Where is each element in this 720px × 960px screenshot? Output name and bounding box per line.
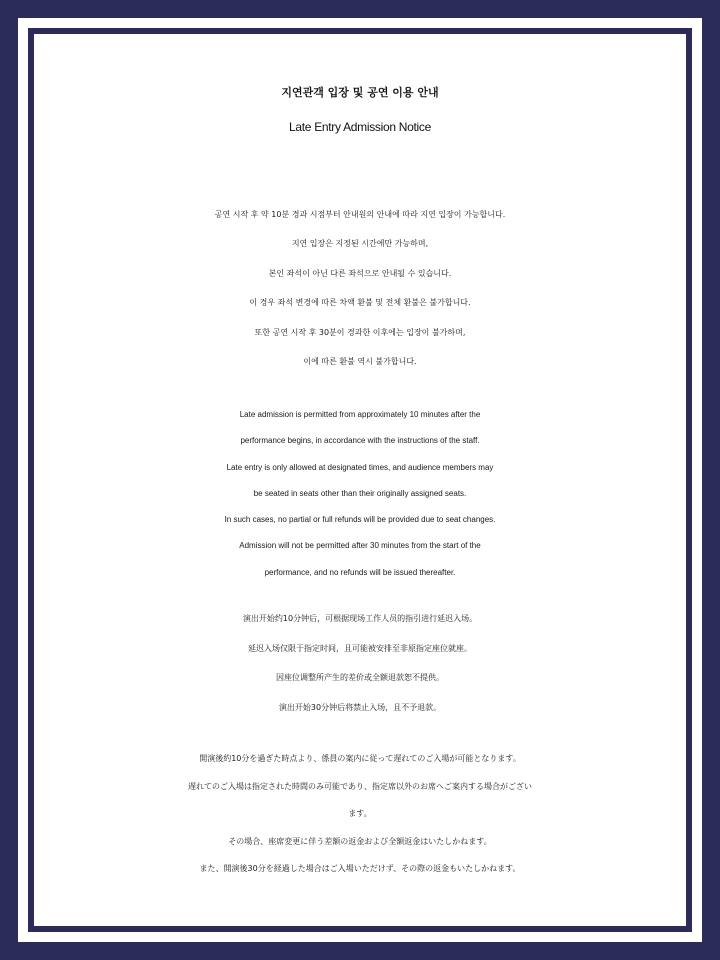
chinese-line: 演出开始30分钟后将禁止入场，且不予退款。 — [278, 702, 442, 712]
chinese-line: 延迟入场仅限于指定时间，且可能被安排至非原指定座位就座。 — [248, 643, 472, 653]
korean-line: 공연 시작 후 약 10분 경과 시점부터 안내원의 안내에 따라 지연 입장이 가능합니다. — [214, 210, 506, 219]
korean-line: 이 경우 좌석 변경에 따른 차액 환불 및 전체 환불은 불가합니다. — [249, 298, 471, 308]
chinese-line: 演出开始约10分钟后，可根据现场工作人员的指引进行延迟入场。 — [242, 614, 478, 623]
english-line: performance begins, in accordance with the instructions of the staff. — [240, 436, 480, 446]
outer-frame — [18, 18, 702, 942]
korean-notice — [34, 200, 686, 376]
korean-line: 이에 따른 환불 역시 불가합니다. — [303, 357, 417, 367]
korean-line: 또한 공연 시작 후 30분이 경과한 이후에는 입장이 불가하며, — [254, 327, 466, 337]
japanese-line: ます。 — [348, 809, 372, 818]
title-korean: 지연관객 입장 및 공연 이용 안내 — [281, 86, 439, 99]
english-line: Late entry is only allowed at designated times, and audience members may — [226, 462, 494, 472]
japanese-line: また、開演後30分を経過した場合はご入場いただけず、その際の返金もいたしかねます。 — [199, 864, 521, 873]
japanese-line: 開演後約10分を過ぎた時点より、係員の案内に従って遅れてのご入場が可能となります。 — [199, 754, 521, 763]
korean-line: 지연 입장은 지정된 시간에만 가능하며, — [291, 239, 429, 249]
english-line: be seated in seats other than their originally assigned seats. — [253, 488, 467, 498]
title-english: Late Entry Admission Notice — [289, 120, 431, 134]
notice-paper — [34, 34, 686, 926]
english-line: Admission will not be permitted after 30 minutes from the start of the — [239, 541, 481, 551]
inner-border — [28, 28, 692, 932]
japanese-line: 遅れてのご入場は指定された時間のみ可能であり、指定席以外のお席へご案内する場合がござい — [188, 781, 532, 791]
japanese-line: その場合、座席変更に伴う差額の返金および全額返金はいたしかねます。 — [228, 836, 492, 846]
japanese-notice — [34, 745, 686, 883]
english-line: performance, and no refunds will be issued thereafter. — [264, 567, 456, 577]
korean-line: 본인 좌석이 아닌 다른 좌석으로 안내될 수 있습니다. — [268, 268, 452, 278]
chinese-line: 因座位调整所产生的差价或全额退款恕不提供。 — [276, 673, 444, 682]
chinese-notice — [34, 604, 686, 722]
english-line: In such cases, no partial or full refunds will be provided due to seat changes. — [224, 515, 496, 525]
english-line: Late admission is permitted from approximately 10 minutes after the — [239, 410, 481, 419]
english-notice — [34, 402, 686, 586]
